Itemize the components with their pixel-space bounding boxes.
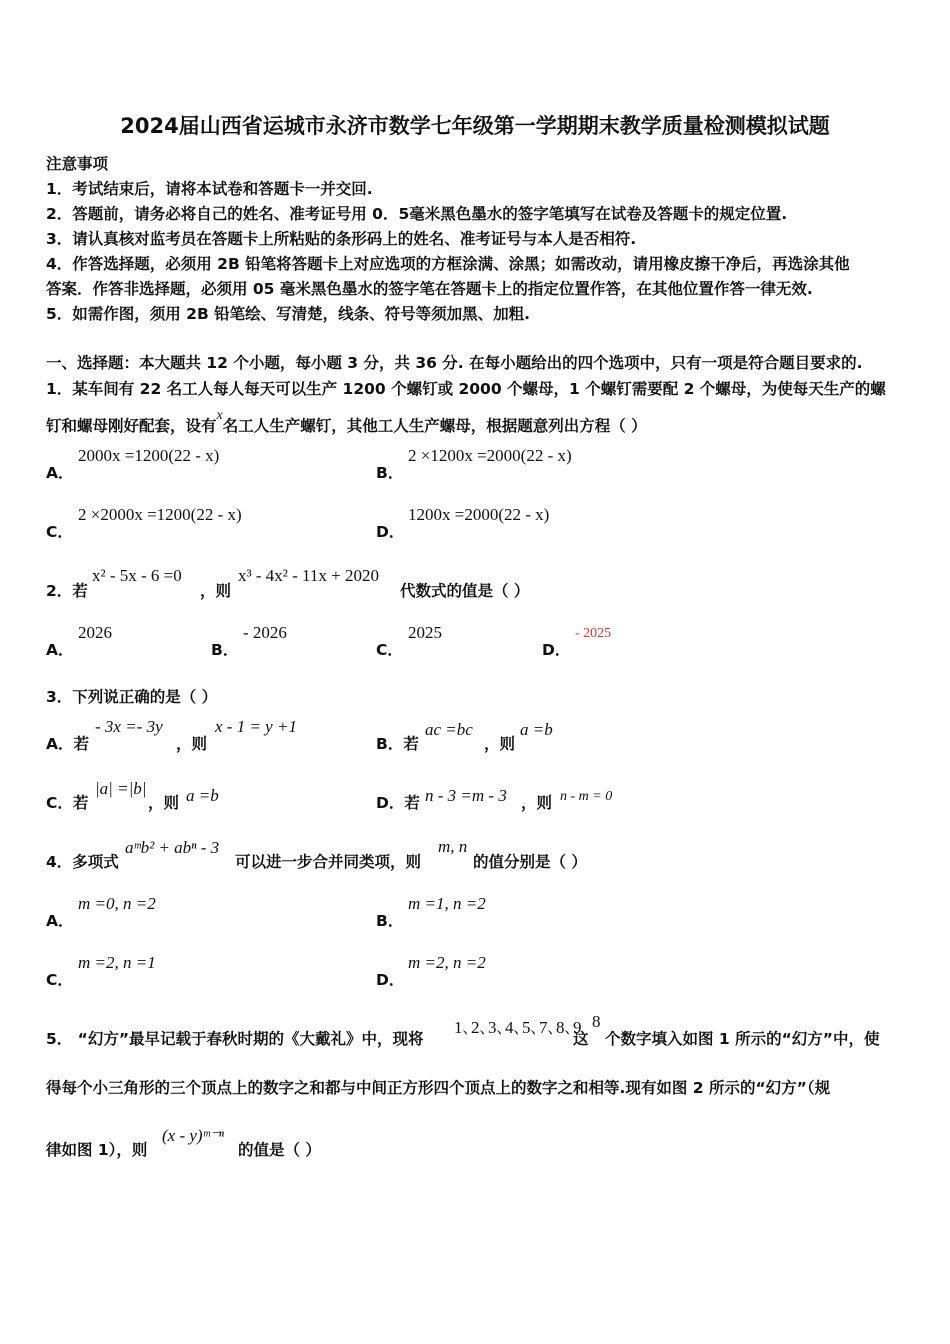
q2-option-c-label: C． [376, 641, 403, 659]
q3-option-c-mid: ，则 [148, 794, 180, 812]
q3-option-b-e1: ac =bc [425, 720, 473, 739]
q1-stem-line2 [46, 408, 647, 436]
notice-item-1: 1．考试结束后，请将本试卷和答题卡一并交回. [46, 180, 373, 198]
q3-option-d-label: D．若 [376, 794, 420, 812]
q5-line3a: 律如图 1），则 [46, 1141, 148, 1159]
q3-option-d-mid: ，则 [521, 794, 553, 812]
q3-stem: 3．下列说正确的是（ ） [46, 688, 218, 706]
q1-option-b-label: B． [376, 464, 404, 482]
q3-option-c-e2: a =b [186, 786, 219, 805]
q2-expr2: x³ - 4x² - 11x + 2020 [238, 566, 379, 585]
q4-vars: m, n [438, 837, 468, 856]
notice-item-2: 2．答题前，请务必将自己的姓名、准考证号用 0．5毫米黑色墨水的签字笔填写在试卷及答题卡的规定位置. [46, 205, 788, 223]
q4-option-d-expr: m =2, n =2 [408, 953, 486, 972]
q5-count: 8 [592, 1012, 601, 1031]
q1-variable: x [216, 408, 223, 423]
q3-option-a-label: A．若 [46, 735, 89, 753]
q1-stem-line1: 1．某车间有 22 名工人每人每天可以生产 1200 个螺钉或 2000 个螺母，1 个螺钉需要配 2 个螺母，为使每天生产的螺 [46, 380, 886, 398]
q5-numbers: 1､2､3､4､5､7､8､9 [454, 1018, 582, 1037]
q1-text-b: 名工人生产螺钉，其他工人生产螺母，根据题意列出方程（ ） [222, 417, 647, 435]
q1-option-a-label: A． [46, 464, 74, 482]
q3-option-d-e1: n - 3 =m - 3 [425, 786, 507, 805]
q3-option-b-e2: a =b [520, 720, 553, 739]
q4-expr: aᵐb² + abⁿ - 3 [125, 838, 220, 857]
q2-prefix: 2．若 [46, 582, 88, 600]
q3-option-a-e1: - 3x =- 3y [95, 717, 163, 736]
q5-line3b: 的值是（ ） [238, 1141, 321, 1159]
q3-option-c-e1: |a| =|b| [95, 779, 147, 798]
page-title: 2024届山西省运城市永济市数学七年级第一学期期末教学质量检测模拟试题 [120, 114, 830, 138]
q2-suffix: 代数式的值是（ ） [400, 582, 530, 600]
notice-item-4: 4．作答选择题，必须用 2B 铅笔将答题卡上对应选项的方框涂满、涂黑；如需改动，请用橡皮擦干净后，再选涂其他 [46, 255, 850, 273]
q5-line2: 得每个小三角形的三个顶点上的数字之和都与中间正方形四个顶点上的数字之和相等.现有如图 2 所示的“幻方”（规 [46, 1079, 831, 1097]
q1-option-d-expr: 1200x =2000(22 - x) [408, 505, 550, 524]
q4-option-a-expr: m =0, n =2 [78, 894, 156, 913]
q2-option-b-label: B． [211, 641, 239, 659]
q5-line1c: 个数字填入如图 1 所示的“幻方”中，使 [605, 1030, 880, 1048]
section-heading: 一、选择题：本大题共 12 个小题，每小题 3 分，共 36 分. 在每小题给出的四个选项中，只有一项是符合题目要求的. [46, 354, 863, 372]
q2-option-d-label: D． [542, 641, 571, 659]
q4-option-b-label: B． [376, 912, 404, 930]
q5-line1b: 这 [573, 1030, 589, 1048]
q4-option-b-expr: m =1, n =2 [408, 894, 486, 913]
q3-option-b-label: B．若 [376, 735, 419, 753]
q5-line1a: 5． “幻方”最早记载于春秋时期的《大戴礼》中，现将 [46, 1030, 424, 1048]
q2-option-b-expr: - 2026 [243, 623, 287, 642]
q3-option-d-e2: n - m = 0 [560, 789, 613, 804]
q4-suffix: 的值分别是（ ） [473, 853, 587, 871]
q1-option-b-expr: 2 ×1200x =2000(22 - x) [408, 446, 572, 465]
q3-option-a-e2: x - 1 = y +1 [215, 717, 297, 736]
notice-item-4-cont: 答案．作答非选择题，必须用 05 毫米黑色墨水的签字笔在答题卡上的指定位置作答，在其他位置作答一律无效. [46, 280, 813, 298]
q2-option-a-expr: 2026 [78, 623, 112, 642]
q5-expr: (x - y)ᵐ⁻ⁿ [162, 1126, 224, 1145]
q2-mid: ，则 [200, 582, 232, 600]
q2-option-a-label: A． [46, 641, 74, 659]
q4-mid: 可以进一步合并同类项，则 [235, 853, 422, 871]
q3-option-b-mid: ，则 [484, 735, 516, 753]
q4-option-c-label: C． [46, 971, 73, 989]
q4-option-a-label: A． [46, 912, 74, 930]
q1-option-c-label: C． [46, 523, 73, 541]
q1-text-a: 钉和螺母刚好配套，设有 [46, 417, 217, 435]
q3-option-c-label: C．若 [46, 794, 89, 812]
q1-option-d-label: D． [376, 523, 405, 541]
notice-item-5: 5．如需作图，须用 2B 铅笔绘、写清楚，线条、符号等须加黑、加粗. [46, 305, 531, 323]
notice-heading: 注意事项 [46, 155, 109, 173]
notice-item-3: 3．请认真核对监考员在答题卡上所粘贴的条形码上的姓名、准考证号与本人是否相符. [46, 230, 637, 248]
q4-option-c-expr: m =2, n =1 [78, 953, 156, 972]
q3-option-a-mid: ，则 [176, 735, 208, 753]
q4-prefix: 4．多项式 [46, 853, 119, 871]
q2-option-d-expr: - 2025 [575, 626, 612, 641]
q1-option-c-expr: 2 ×2000x =1200(22 - x) [78, 505, 242, 524]
q2-expr1: x² - 5x - 6 =0 [92, 566, 182, 585]
q2-option-c-expr: 2025 [408, 623, 442, 642]
q4-option-d-label: D． [376, 971, 405, 989]
q1-option-a-expr: 2000x =1200(22 - x) [78, 446, 220, 465]
